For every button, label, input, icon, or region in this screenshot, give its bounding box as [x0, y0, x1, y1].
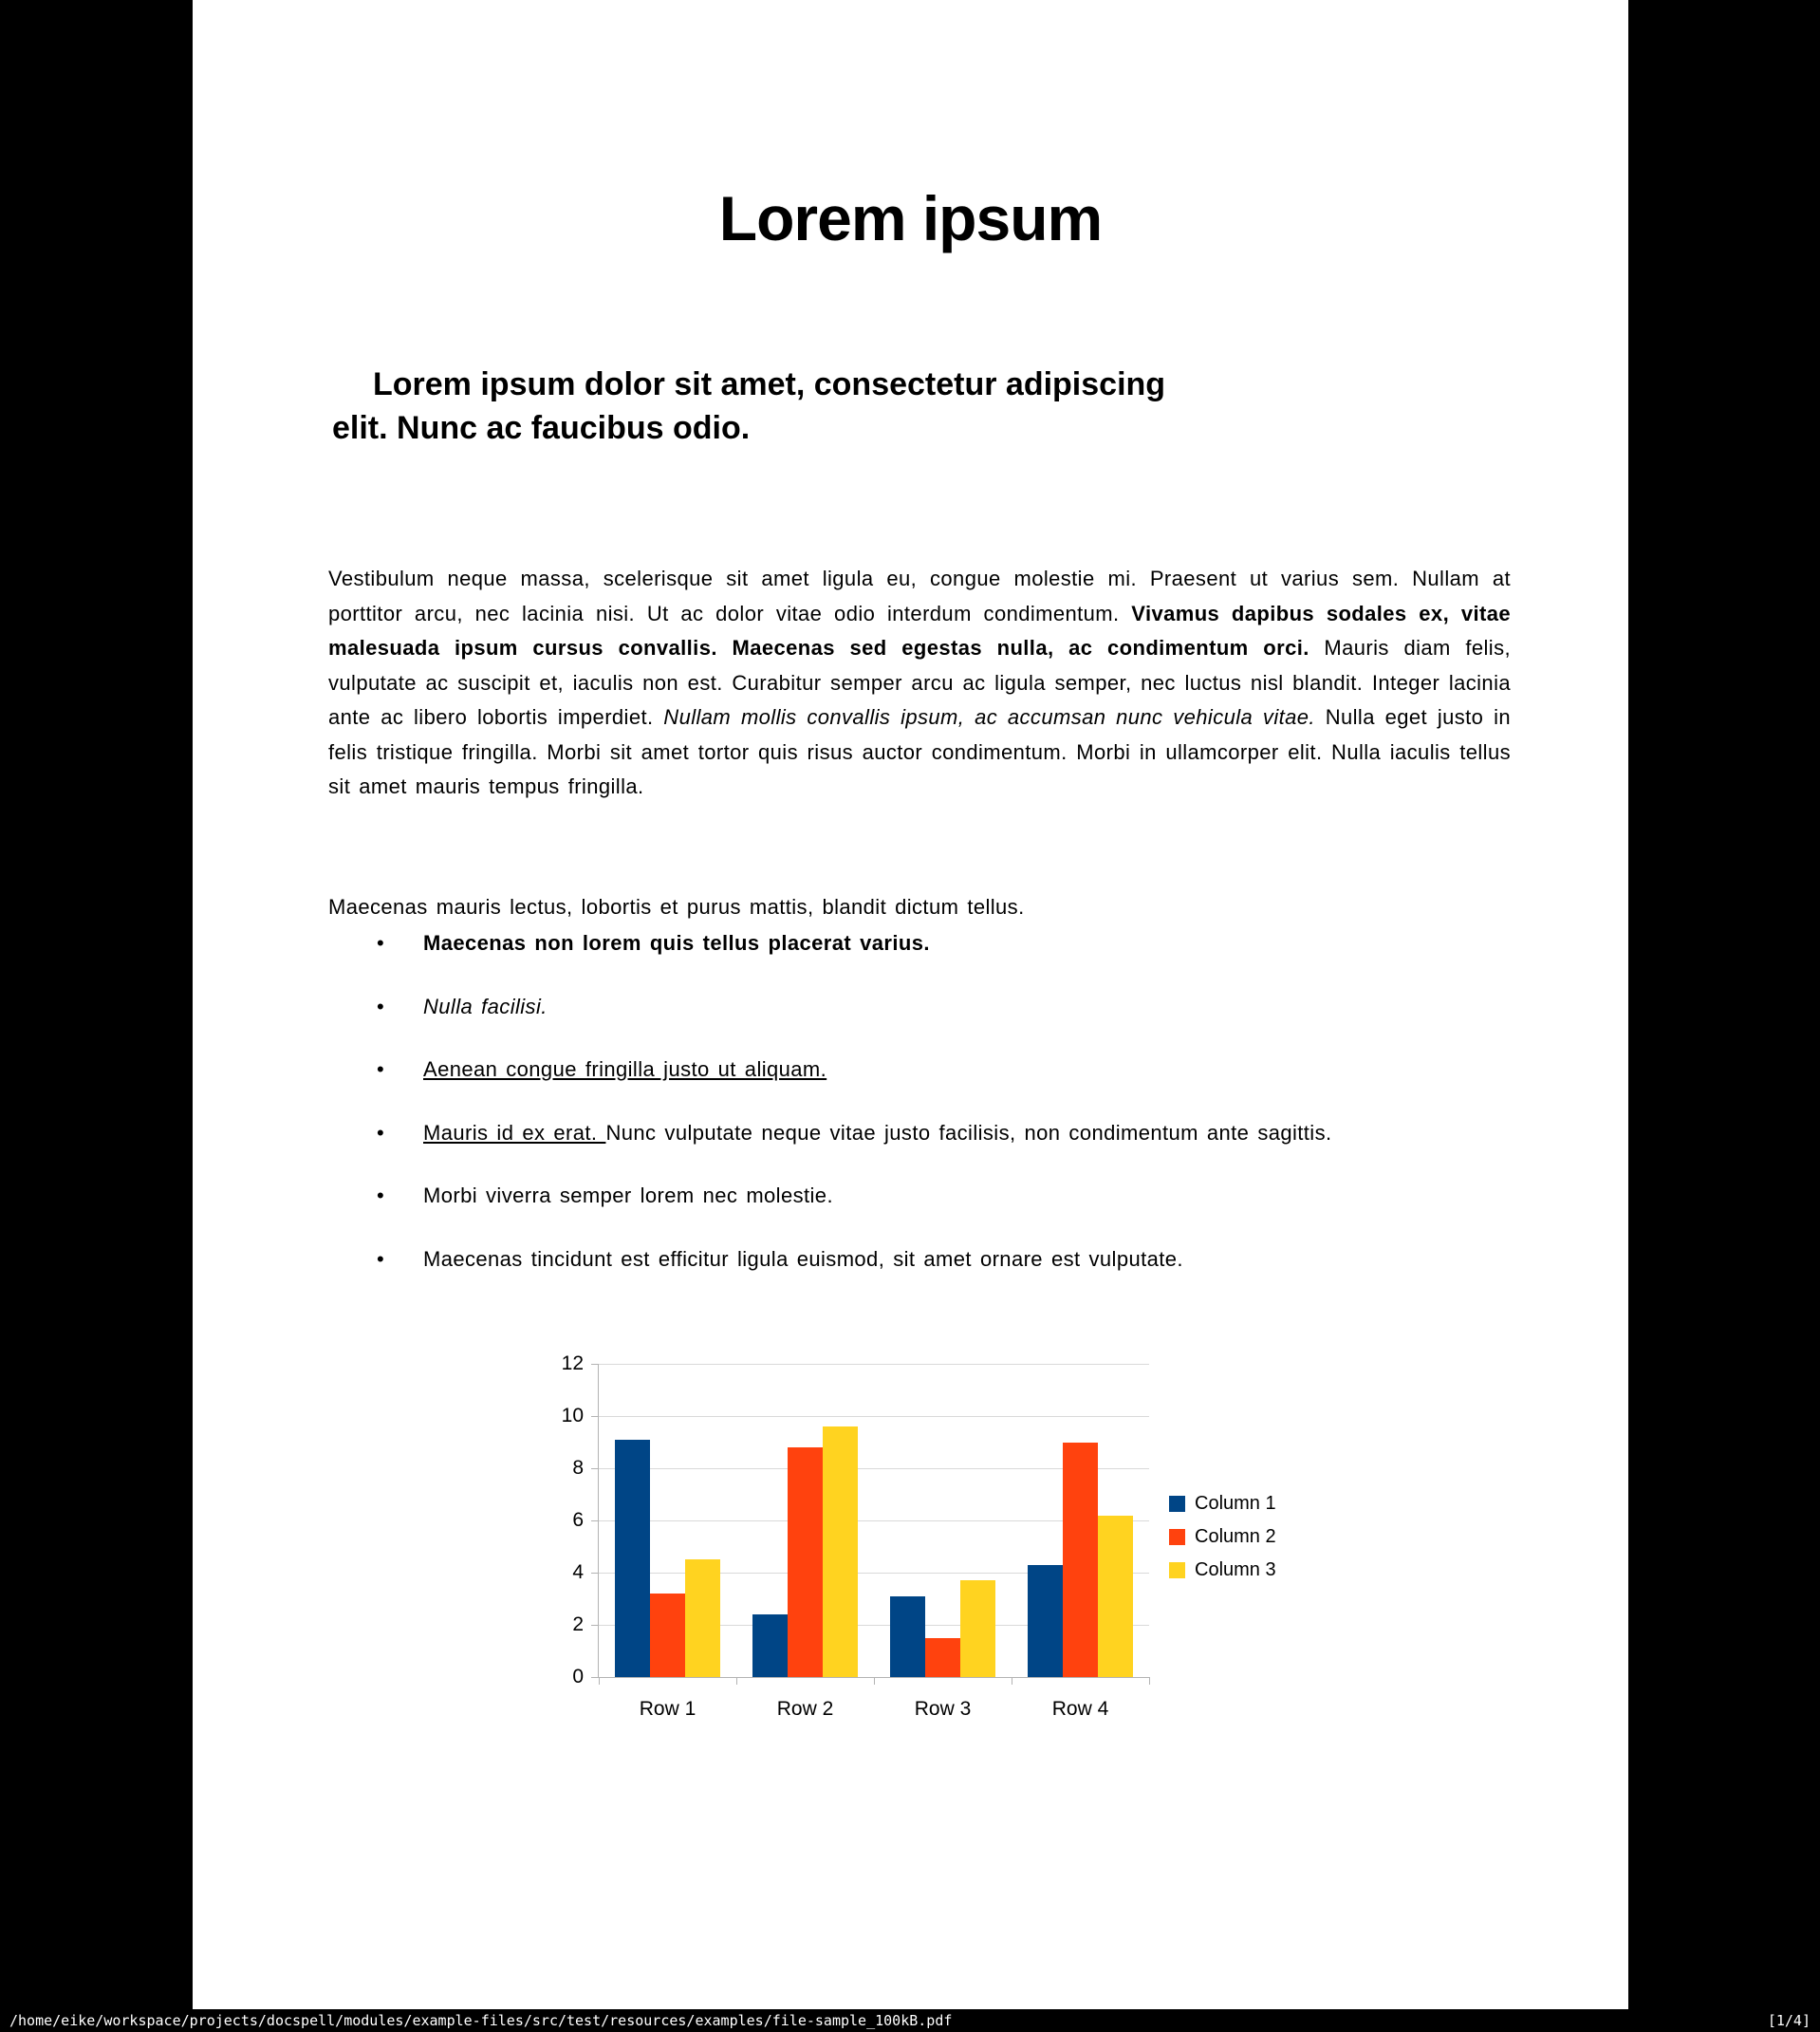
text-run: Mauris id ex erat.	[423, 1120, 606, 1145]
legend-swatch	[1169, 1529, 1185, 1545]
x-axis-tick	[599, 1677, 600, 1685]
y-tick-label: 12	[561, 1352, 584, 1374]
document-heading	[332, 363, 1514, 450]
legend-label: Column 1	[1195, 1493, 1276, 1514]
y-axis-tick	[591, 1677, 599, 1678]
y-tick-label: 2	[572, 1613, 584, 1635]
y-tick-label: 6	[572, 1509, 584, 1531]
legend-label: Column 2	[1195, 1526, 1276, 1547]
legend-item	[1169, 1520, 1276, 1554]
bar	[752, 1614, 788, 1677]
bar	[960, 1580, 995, 1677]
text-run: Nullam mollis convallis ipsum, ac accumsan nunc vehicula vitae.	[663, 705, 1326, 729]
heading-line-1: Lorem ipsum dolor sit amet, consectetur adipiscing	[373, 366, 1166, 402]
legend-item	[1169, 1487, 1276, 1520]
x-axis-label: Row 4	[1051, 1698, 1109, 1720]
body-paragraph-1	[328, 562, 1511, 805]
text-run: Aenean congue fringilla justo ut aliquam.	[423, 1057, 827, 1081]
text-run: Vestibulum neque massa, scelerisque sit amet ligula eu, congue molestie mi. Praesent ut varius sem. Nullam at porttitor arcu, nec lacinia nisi. Ut ac dolor vitae odio interdum condimentum.	[328, 567, 1511, 625]
bar	[823, 1426, 858, 1677]
statusbar-filepath: /home/eike/workspace/projects/docspell/modules/example-files/src/test/resources/examples/file-sample_100kB.pdf	[9, 2012, 953, 2029]
y-axis-tick	[591, 1416, 599, 1417]
legend-label: Column 3	[1195, 1559, 1276, 1580]
text-run: Maecenas non lorem quis tellus placerat varius.	[423, 931, 930, 955]
legend-item	[1169, 1554, 1276, 1587]
text-run: Morbi viverra semper lorem nec molestie.	[423, 1184, 833, 1207]
bar	[1098, 1516, 1133, 1678]
bar	[650, 1594, 685, 1677]
bar	[890, 1596, 925, 1677]
x-axis-tick	[874, 1677, 875, 1685]
statusbar	[0, 2009, 1820, 2032]
y-axis-tick	[591, 1520, 599, 1521]
gridline	[599, 1364, 1149, 1365]
statusbar-page-indicator: [1/4]	[1767, 2012, 1811, 2029]
list-item	[193, 1179, 1514, 1214]
list-item	[193, 1116, 1514, 1151]
heading-line-2: elit. Nunc ac faucibus odio.	[332, 410, 751, 446]
list-item	[193, 1053, 1514, 1088]
bar	[925, 1638, 960, 1677]
y-axis-tick	[591, 1364, 599, 1365]
y-axis-tick	[591, 1468, 599, 1469]
y-tick-label: 4	[572, 1561, 584, 1583]
document-title: Lorem ipsum	[718, 183, 1103, 253]
y-tick-label: 0	[572, 1666, 584, 1687]
list-item	[193, 990, 1514, 1025]
document-page[interactable]	[193, 0, 1628, 2009]
x-axis-label: Row 1	[639, 1698, 696, 1720]
list-item	[193, 926, 1514, 961]
bar	[788, 1447, 823, 1677]
bar	[1063, 1443, 1098, 1678]
bar	[1028, 1565, 1063, 1677]
x-axis-tick	[1149, 1677, 1150, 1685]
y-tick-label: 10	[561, 1405, 584, 1426]
bar	[615, 1440, 650, 1677]
y-tick-label: 8	[572, 1457, 584, 1479]
list-item	[193, 1242, 1514, 1277]
x-axis-label: Row 3	[914, 1698, 972, 1720]
chart-legend	[1169, 1487, 1276, 1587]
bullet-list	[193, 926, 1514, 1305]
text-run: Nulla facilisi.	[423, 994, 548, 1018]
x-axis-label: Row 2	[776, 1698, 834, 1720]
chart-plot	[561, 1352, 1149, 1720]
text-run: Nulla eget justo in felis tristique fringilla. Morbi sit amet tortor quis risus auctor condimentum. Morbi in ullamcorper elit. Nulla iaculis tellus sit amet mauris tempus fringilla.	[328, 705, 1511, 798]
legend-swatch	[1169, 1562, 1185, 1578]
text-run: Vivamus dapibus sodales ex, vitae malesuada ipsum cursus convallis. Maecenas sed egestas nulla, ac condimentum orci.	[328, 601, 1511, 660]
bar	[685, 1559, 720, 1677]
body-paragraph-2: Maecenas mauris lectus, lobortis et purus mattis, blandit dictum tellus.	[328, 895, 1025, 919]
text-run: Maecenas tincidunt est efficitur ligula euismod, sit amet ornare est vulputate.	[423, 1246, 1183, 1271]
legend-swatch	[1169, 1496, 1185, 1512]
gridline	[599, 1416, 1149, 1417]
y-axis-tick	[591, 1573, 599, 1574]
text-run: Nunc vulputate neque vitae justo facilisis, non condimentum ante sagittis.	[605, 1120, 1332, 1145]
text-run: Mauris diam felis, vulputate ac suscipit et, iaculis non est. Curabitur semper arcu ac ligula semper, nec luctus nisl blandit. Integer lacinia ante ac libero lobortis imperdiet.	[328, 636, 1511, 729]
bar-chart	[561, 1352, 1632, 1762]
y-axis-tick	[591, 1625, 599, 1626]
x-axis-tick	[736, 1677, 737, 1685]
